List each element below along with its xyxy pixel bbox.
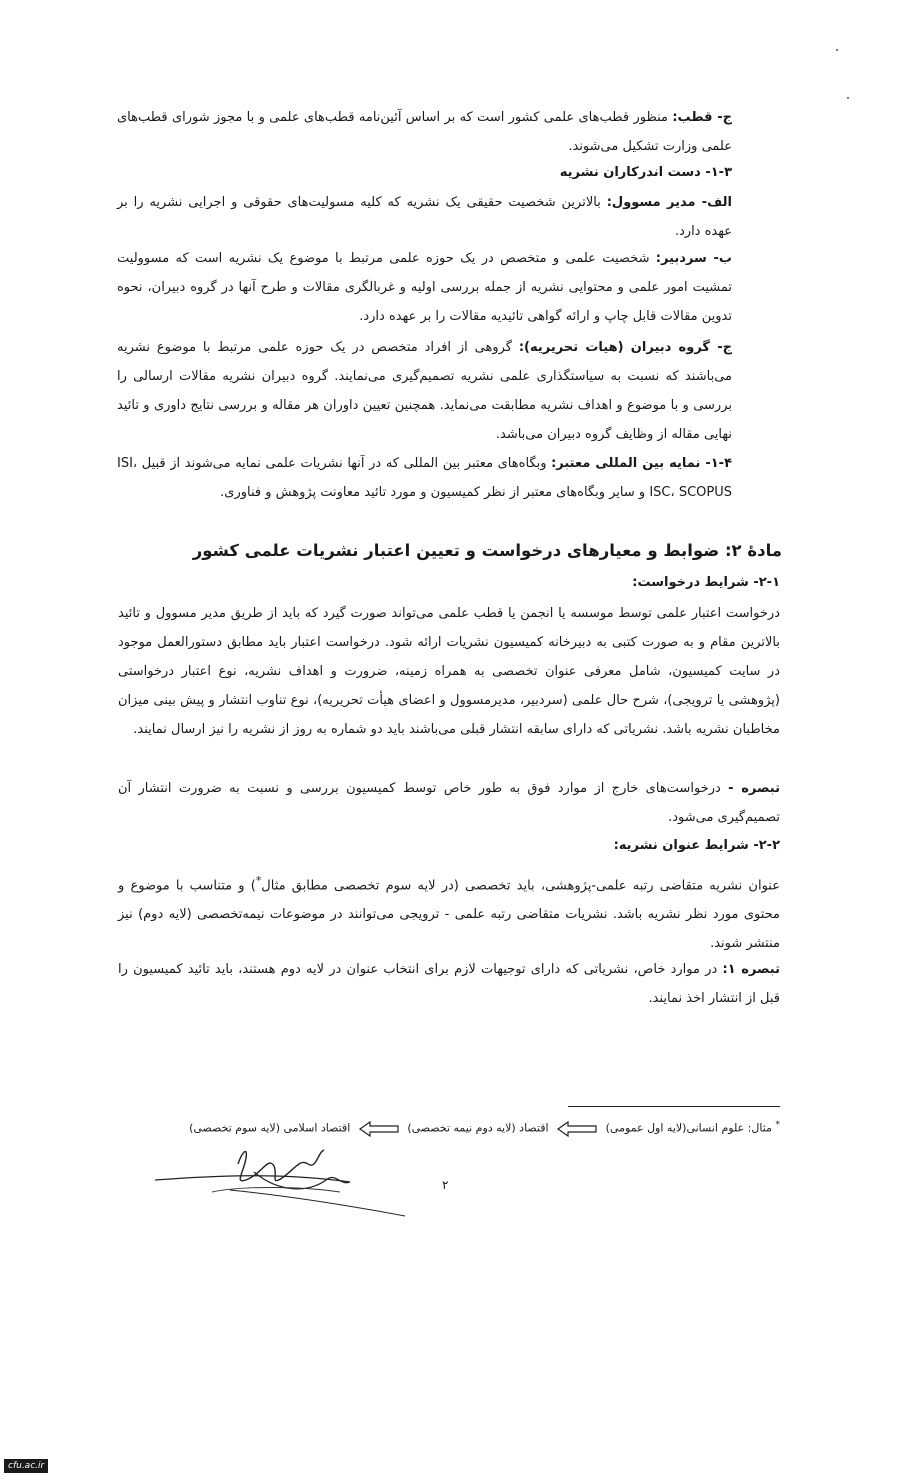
arrow-left-icon — [358, 1121, 400, 1137]
section-text: عنوان نشریه متقاضی رتبه علمی-پژوهشی، باید تخصصی (در لایه سوم تخصصی مطابق مثال — [261, 878, 780, 894]
page-number: ۲ — [442, 1178, 449, 1192]
note-text: درخواست‌های خارج از موارد فوق به طور خاص توسط کمیسیون بررسی و نسبت به ضرورت انتشار آن تصمیم‌گیری می‌شود. — [118, 781, 780, 825]
scan-speck — [836, 49, 838, 51]
footnote-example-3: اقتصاد اسلامی (لایه سوم تخصصی) — [189, 1121, 351, 1135]
definition-managing-director — [117, 188, 732, 246]
section-2-1-note — [118, 774, 780, 832]
signature — [150, 1142, 420, 1222]
definition-editorial-board — [117, 333, 732, 449]
footnote-separator — [568, 1106, 780, 1107]
article-2-title: مادۀ ۲: ضوابط و معیارهای درخواست و تعیین اعتبار نشریات علمی کشور — [192, 541, 782, 560]
footnote — [189, 1114, 780, 1140]
section-text: ) و متناسب با موضوع و محتوی مورد نظر نشریه باشد. نشریات متقاضی رتبه علمی - ترویجی می‌توانند در موضوعات نیمه‌تخصصی (لایه دوم) نیز منتشر شوند. — [118, 878, 780, 952]
section-2-1-title: ۲-۱- شرایط درخواست: — [632, 575, 780, 590]
note-text: در موارد خاص، نشریاتی که دارای توجیهات لازم برای انتخاب عنوان در لایه دوم هستند، باید تائید کمیسیون را قبل از انتشار اخذ نمایند. — [118, 962, 780, 1006]
note-label: تبصره - — [728, 781, 780, 796]
section-2-2-note — [118, 955, 780, 1013]
definition-label: ۱-۴- نمایه بین المللی معتبر: — [551, 456, 733, 471]
definition-label: ج- گروه دبیران (هیات تحریریه): — [518, 340, 732, 355]
definition-text: بالاترین شخصیت حقیقی یک نشریه که کلیه مسولیت‌های حقوقی و اجرایی نشریه را بر عهده دارد. — [117, 195, 732, 239]
definition-label: ج- قطب: — [672, 110, 732, 125]
section-2-2-title: ۲-۲- شرایط عنوان نشریه: — [613, 838, 780, 853]
site-watermark: cfu.ac.ir — [4, 1459, 48, 1473]
scan-speck — [847, 97, 849, 99]
section-2-2-text — [118, 866, 780, 958]
definition-index — [117, 449, 732, 507]
definition-editor-in-chief — [117, 244, 732, 331]
footnote-example-1: مثال: علوم انسانی(لایه اول عمومی) — [605, 1121, 772, 1135]
definition-text: شخصیت علمی و متخصص در یک حوزه علمی مرتبط با موضوع یک نشریه است که مسوولیت تمشیت امور علمی و محتوایی نشریه از جمله بررسی اولیه و غربالگری مقالات و طرح آنها در گروه دبیران، نحوه تدوین مقالات قابل چاپ و ارائه گواهی تائیدیه مقالات را بر عهده دارد. — [117, 251, 732, 324]
footnote-example-2: اقتصاد (لایه دوم نیمه تخصصی) — [407, 1121, 549, 1135]
definition-label: الف- مدیر مسوول: — [606, 195, 732, 210]
definition-text: گروهی از افراد متخصص در یک حوزه علمی مرتبط با موضوع نشریه می‌باشند که نسبت به سیاستگذاری علمی نشریه تصمیم‌گیری می‌نمایند. گروه دبیران نشریه مقالات ارسالی را بررسی و با موضوع و اهداف نشریه مطابقت می‌نماید. همچنین تعیین داوران هر مقاله و بررسی نتایج داوری و تائید نهایی مقاله از وظایف گروه دبیران می‌باشد. — [117, 340, 732, 442]
section-2-1-text: درخواست اعتبار علمی توسط موسسه یا انجمن یا قطب علمی می‌تواند صورت گیرد که باید از طریق مدیر مسوول و تائید بالاترین مقام و به صورت کتبی به دبیرخانه کمیسیون نشریات ارائه شود. درخواست اعتبار باید مطابق دستورالعمل موجود در سایت کمیسیون، شامل معرفی عنوان تخصصی به همراه زمینه، ضرورت و اهداف نشریه، نوع اعتبار درخواستی (پژوهشی یا ترویجی)، شرح حال علمی (سردبیر، مدیرمسوول و اعضای هیأت تحریریه)، نوع تناوب انتشار و پیش بینی میزان مخاطبان نشریه باشد. نشریاتی که دارای سابقه انتشار قبلی می‌باشند باید دو شماره به روز از نشریه را نیز ارسال نمایند. — [118, 606, 780, 737]
definition-pole — [117, 103, 732, 161]
definition-text: منظور قطب‌های علمی کشور است که بر اساس آئین‌نامه قطب‌های علمی و با مجوز شورای قطب‌های علمی وزارت تشکیل می‌شوند. — [117, 110, 732, 154]
definition-text: وبگاه‌های معتبر بین المللی که در آنها نشریات علمی نمایه می‌شوند از قبیل ISI، ISC، SCOPUS و سایر وبگاه‌های معتبر از نظر کمیسیون و مورد تائید معاونت پژوهش و فناوری. — [117, 456, 732, 500]
note-label: تبصره ۱: — [722, 962, 780, 977]
footnote-marker: * — [775, 1119, 780, 1130]
arrow-left-icon — [556, 1121, 598, 1137]
footnote-ref: * — [255, 874, 262, 887]
definition-label: ب- سردبیر: — [655, 251, 732, 266]
section-1-3-title: ۱-۳- دست اندرکاران نشریه — [559, 165, 732, 180]
